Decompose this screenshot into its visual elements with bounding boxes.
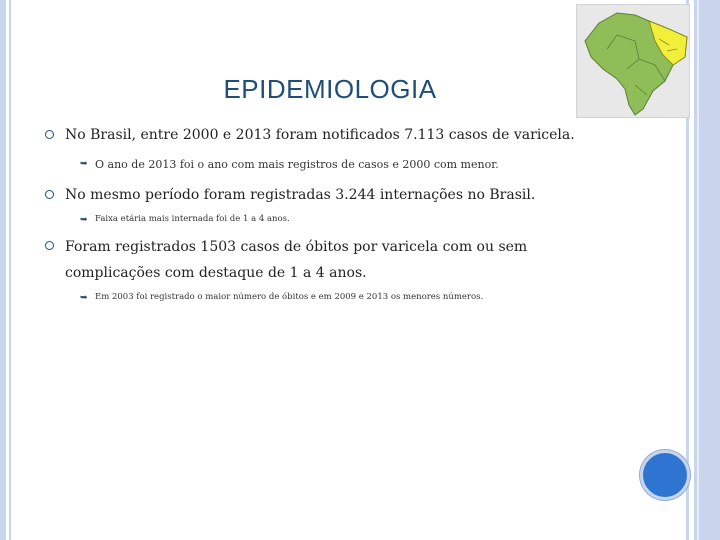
sub-bullet-arrow-icon: ➥	[80, 293, 88, 303]
bullet-circle-icon	[45, 130, 54, 139]
bullet-text-3: Foram registrados 1503 casos de óbitos por varicela com ou sem complicações com destaque de 1 a 4 anos.	[65, 239, 528, 281]
left-border-bar	[0, 0, 6, 540]
bullet-text-1: No Brasil, entre 2000 e 2013 foram notificados 7.113 casos de varicela.	[65, 127, 575, 143]
decorative-circle	[640, 450, 690, 500]
sub-bullet-arrow-icon: ➥	[80, 159, 88, 169]
page-title: EPIDEMIOLOGIA	[223, 74, 437, 104]
sub-bullet-arrow-icon: ➥	[80, 215, 88, 225]
bullet-text-2: No mesmo período foram registradas 3.244 internações no Brasil.	[65, 187, 536, 203]
right-border-inner-line	[697, 0, 699, 540]
sub-bullet-text-2: Faixa etária mais internada foi de 1 a 4 anos.	[95, 214, 290, 224]
bullet-circle-icon	[45, 241, 54, 250]
brazil-map-icon	[577, 5, 689, 117]
bullet-circle-icon	[45, 190, 54, 199]
sub-bullet-text-1: O ano de 2013 foi o ano com mais registros de casos e 2000 com menor.	[95, 158, 499, 171]
brazil-map-image	[576, 4, 690, 118]
left-border-line	[9, 0, 11, 540]
sub-bullet-text-3: Em 2003 foi registrado o maior número de óbitos e em 2009 e 2013 os menores números.	[95, 292, 484, 302]
